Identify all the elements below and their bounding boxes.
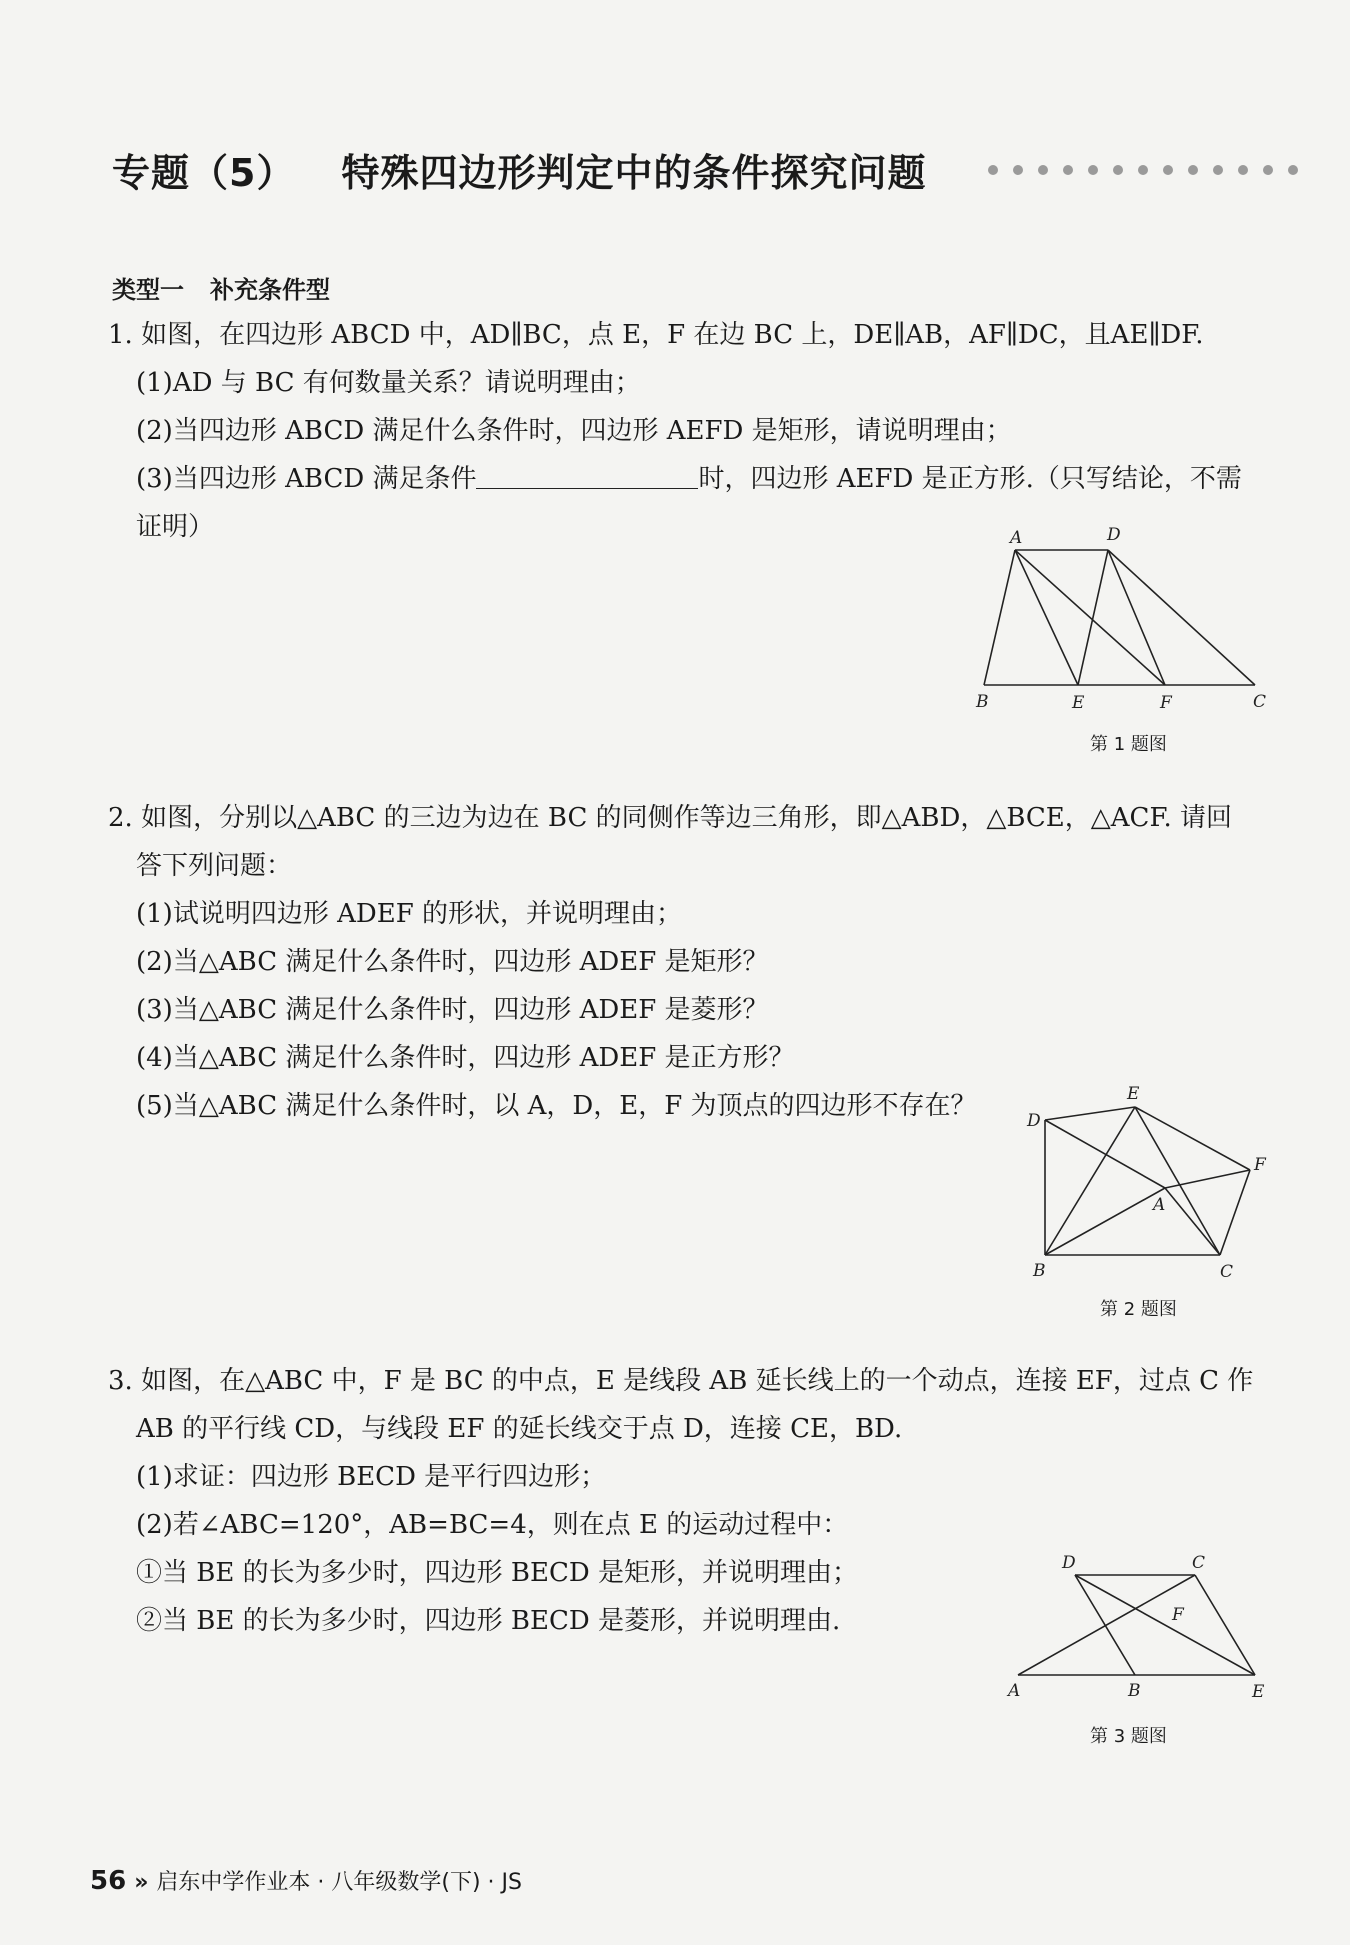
section-type: 类型一	[112, 276, 184, 304]
answer-blank[interactable]	[476, 464, 698, 489]
q3-part1: (1)求证：四边形 BECD 是平行四边形；	[136, 1462, 607, 1492]
q2-stem-line1: 2. 如图，分别以△ABC 的三边为边在 BC 的同侧作等边三角形，即△ABD，△BCE，△ACF. 请回	[108, 803, 1232, 833]
q2-part4: (4)当△ABC 满足什么条件时，四边形 ADEF 是正方形？	[136, 1043, 795, 1073]
q1-part3-cont: 证明）	[136, 512, 215, 542]
q3-part2-a: ①当 BE 的长为多少时，四边形 BECD 是矩形，并说明理由；	[136, 1558, 858, 1588]
q1-part2: (2)当四边形 ABCD 满足什么条件时，四边形 AEFD 是矩形，请说明理由；	[136, 416, 1012, 446]
page-title	[112, 142, 926, 197]
q2-label-e: E	[1127, 1084, 1140, 1104]
page-number: 56	[90, 1866, 127, 1896]
q3-label-f: F	[1172, 1605, 1184, 1625]
q2-figure	[1015, 1080, 1275, 1280]
q2-part2: (2)当△ABC 满足什么条件时，四边形 ADEF 是矩形？	[136, 947, 769, 977]
q2-label-c: C	[1220, 1262, 1234, 1280]
q1-part3-before: (3)当四边形 ABCD 满足条件	[136, 464, 477, 494]
q1-figure	[970, 525, 1270, 725]
section-heading	[112, 270, 330, 305]
q3-part2: (2)若∠ABC=120°，AB=BC=4，则在点 E 的运动过程中：	[136, 1510, 849, 1540]
q2-stem-line2: 答下列问题：	[136, 851, 293, 881]
q2-label-f: F	[1254, 1155, 1266, 1175]
q2-part1: (1)试说明四边形 ADEF 的形状，并说明理由；	[136, 899, 683, 929]
topic-title: 特殊四边形判定中的条件探究问题	[341, 151, 927, 195]
book-title: 启东中学作业本 · 八年级数学(下) · JS	[156, 1870, 522, 1895]
q3-figure	[1000, 1550, 1280, 1700]
q3-label-b: B	[1128, 1681, 1141, 1700]
q1-label-c: C	[1253, 692, 1267, 712]
section-name: 补充条件型	[210, 276, 330, 304]
q3-label-a: A	[1008, 1681, 1021, 1700]
q1-caption: 第 1 题图	[1090, 734, 1167, 755]
q3-label-d: D	[1062, 1553, 1076, 1573]
q1-stem: 1. 如图，在四边形 ABCD 中，AD∥BC，点 E，F 在边 BC 上，DE∥AB，AF∥DC，且AE∥DF.	[108, 320, 1204, 350]
q3-stem-line1: 3. 如图，在△ABC 中，F 是 BC 的中点，E 是线段 AB 延长线上的一个动点，连接 EF，过点 C 作	[108, 1366, 1254, 1396]
q1-label-f: F	[1160, 693, 1172, 713]
chevron-icon: »	[134, 1870, 149, 1895]
q1-part3-after: 时，四边形 AEFD 是正方形.（只写结论，不需	[698, 464, 1242, 494]
q3-stem-line2: AB 的平行线 CD，与线段 EF 的延长线交于点 D，连接 CE，BD.	[136, 1414, 903, 1444]
q1-part1: (1)AD 与 BC 有何数量关系？请说明理由；	[136, 368, 641, 398]
q2-label-a: A	[1153, 1195, 1166, 1215]
q3-label-c: C	[1192, 1553, 1206, 1573]
q1-label-a: A	[1010, 528, 1023, 548]
topic-number: 专题（5）	[112, 151, 296, 195]
q3-caption: 第 3 题图	[1090, 1726, 1167, 1747]
q3-part2-b: ②当 BE 的长为多少时，四边形 BECD 是菱形，并说明理由.	[136, 1606, 841, 1636]
title-dot-divider	[985, 162, 1325, 178]
q2-label-d: D	[1027, 1111, 1041, 1131]
q1-label-e: E	[1072, 693, 1085, 713]
q1-part3	[136, 462, 1242, 496]
q2-part3: (3)当△ABC 满足什么条件时，四边形 ADEF 是菱形？	[136, 995, 769, 1025]
q2-caption: 第 2 题图	[1100, 1299, 1177, 1320]
q2-label-b: B	[1033, 1261, 1046, 1280]
q1-label-b: B	[976, 692, 989, 712]
q3-label-e: E	[1252, 1682, 1265, 1700]
q2-part5: (5)当△ABC 满足什么条件时，以 A，D，E，F 为顶点的四边形不存在？	[136, 1091, 977, 1121]
q1-label-d: D	[1107, 525, 1121, 545]
page-footer	[90, 1865, 522, 1896]
